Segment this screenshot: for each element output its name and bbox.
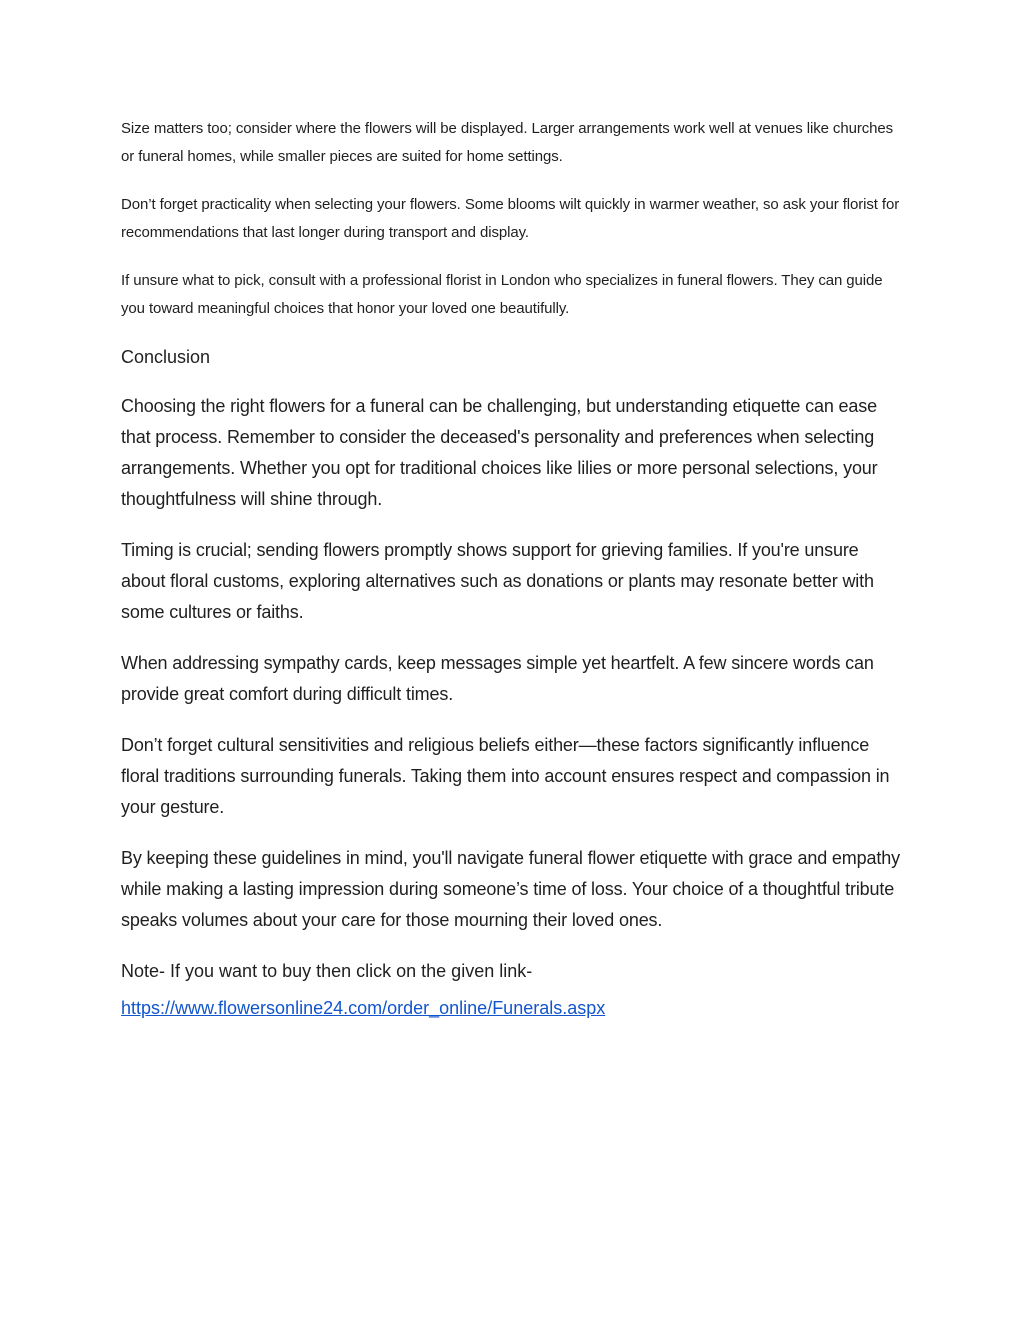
paragraph-timing: Timing is crucial; sending flowers promptly shows support for grieving families. If you're unsure about floral customs, exploring alternatives such as donations or plants may resonate better with some cultures or faiths. <box>121 540 874 622</box>
paragraph-size-matters: Size matters too; consider where the flowers will be displayed. Larger arrangements work well at venues like churches or funeral homes, while smaller pieces are suited for home settings. <box>121 120 893 165</box>
conclusion-heading: Conclusion <box>121 347 211 367</box>
paragraph-practicality: Don’t forget practicality when selecting your flowers. Some blooms wilt quickly in warmer weather, so ask your florist for recommendations that last longer during transport and display. <box>121 196 900 241</box>
paragraph-cultural-sensitivities: Don’t forget cultural sensitivities and religious beliefs either—these factors significantly influence floral traditions surrounding funerals. Taking them into account ensures respect and compassion in your gesture. <box>121 735 890 817</box>
paragraph-consult-florist: If unsure what to pick, consult with a professional florist in London who specializes in funeral flowers. They can guide you toward meaningful choices that honor your loved one beautifully. <box>121 272 883 317</box>
note-text: Note- If you want to buy then click on the given link- <box>121 961 533 981</box>
paragraph-choosing-flowers: Choosing the right flowers for a funeral can be challenging, but understanding etiquette can ease that process. Remember to consider the deceased's personality and preferences when selecting arrangements. Whether you opt for traditional choices like lilies or more personal selections, your thoughtfulness will shine through. <box>121 396 878 509</box>
funerals-order-link[interactable]: https://www.flowersonline24.com/order_online/Funerals.aspx <box>121 998 606 1018</box>
paragraph-sympathy-cards: When addressing sympathy cards, keep messages simple yet heartfelt. A few sincere words can provide great comfort during difficult times. <box>121 653 874 704</box>
paragraph-guidelines: By keeping these guidelines in mind, you'll navigate funeral flower etiquette with grace and empathy while making a lasting impression during someone’s time of loss. Your choice of a thoughtful tribute speaks volumes about your care for those mourning their loved ones. <box>121 848 900 930</box>
document-page <box>121 115 901 1024</box>
